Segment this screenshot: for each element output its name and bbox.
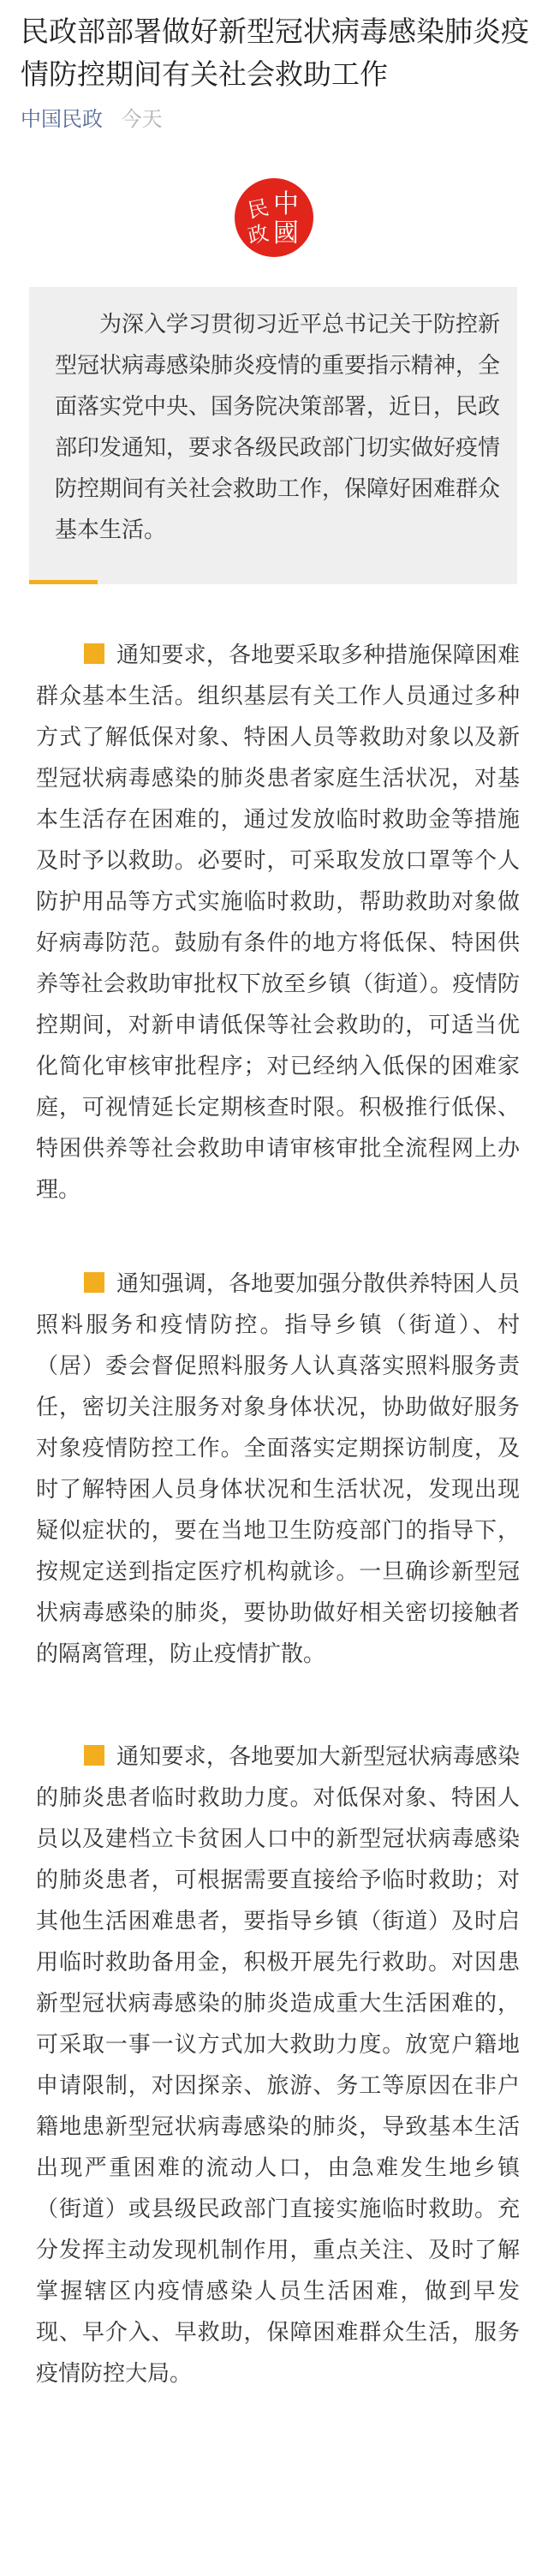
- logo-char-1: 中: [273, 189, 299, 219]
- bullet-square-icon: [84, 1745, 104, 1766]
- paragraph-text: 通知强调，各地要加强分散供养特困人员照料服务和疫情防控。指导乡镇（街道）、村（居）委会督促照料服务人认真落实照料服务责任，密切关注服务对象身体状况，协助做好服务对象疫情防控工作。全面落实定期探访制度，及时了解特困人员身体状况和生活状况，发现出现疑似症状的，要在当地卫生防疫部门的指导下，按规定送到指定医疗机构就诊。一旦确诊新型冠状病毒感染的肺炎，要协助做好相关密切接触者的隔离管理，防止疫情扩散。: [36, 1271, 520, 1667]
- paragraph-basic-living: [36, 635, 520, 1210]
- paragraph-temporary-relief: [36, 1736, 520, 2394]
- article-meta: [21, 106, 163, 132]
- source-account-link[interactable]: 中国民政: [21, 107, 103, 131]
- bullet-square-icon: [84, 643, 104, 664]
- quote-accent-bar: [29, 580, 98, 584]
- intro-quote-block: [29, 287, 517, 584]
- china-civil-affairs-logo: [233, 176, 315, 259]
- publish-date: 今天: [121, 107, 163, 131]
- bullet-square-icon: [84, 1272, 104, 1293]
- paragraph-text: 通知要求，各地要加大新型冠状病毒感染的肺炎患者临时救助力度。对低保对象、特困人员以及建档立卡贫困人口中的新型冠状病毒感染的肺炎患者，可根据需要直接给予临时救助；对其他生活困难患者，要指导乡镇（街道）及时启用临时救助备用金，积极开展先行救助。对因患新型冠状病毒感染的肺炎造成重大生活困难的，可采取一事一议方式加大救助力度。放宽户籍地申请限制，对因探亲、旅游、务工等原因在非户籍地患新型冠状病毒感染的肺炎，导致基本生活出现严重困难的流动人口，由急难发生地乡镇（街道）或县级民政部门直接实施临时救助。充分发挥主动发现机制作用，重点关注、及时了解掌握辖区内疫情感染人员生活困难，做到早发现、早介入、早救助，保障困难群众生活，服务疫情防控大局。: [36, 1744, 520, 2387]
- intro-text: 为深入学习贯彻习近平总书记关于防控新型冠状病毒感染肺炎疫情的重要指示精神，全面落实党中央、国务院决策部署，近日，民政部印发通知，要求各级民政部门切实做好疫情防控期间有关社会救助工作，保障好困难群众基本生活。: [55, 312, 501, 543]
- article-title: 民政部部署做好新型冠状病毒感染肺炎疫情防控期间有关社会救助工作: [21, 15, 529, 91]
- paragraph-special-care: [36, 1264, 520, 1675]
- logo-char-2: 國: [273, 218, 299, 248]
- paragraph-text: 通知要求，各地要采取多种措施保障困难群众基本生活。组织基层有关工作人员通过多种方式了解低保对象、特困人员等救助对象以及新型冠状病毒感染的肺炎患者家庭生活状况，对基本生活存在困难的，通过发放临时救助金等措施及时予以救助。必要时，可采取发放口罩等个人防护用品等方式实施临时救助，帮助救助对象做好病毒防范。鼓励有条件的地方将低保、特困供养等社会救助审批权下放至乡镇（街道）。疫情防控期间，对新申请低保等社会救助的，可适当优化简化审核审批程序；对已经纳入低保的困难家庭，可视情延长定期核查时限。积极推行低保、特困供养等社会救助申请审核审批全流程网上办理。: [36, 643, 520, 1203]
- logo-char-3: 民: [245, 194, 271, 224]
- logo-char-4: 政: [245, 220, 271, 249]
